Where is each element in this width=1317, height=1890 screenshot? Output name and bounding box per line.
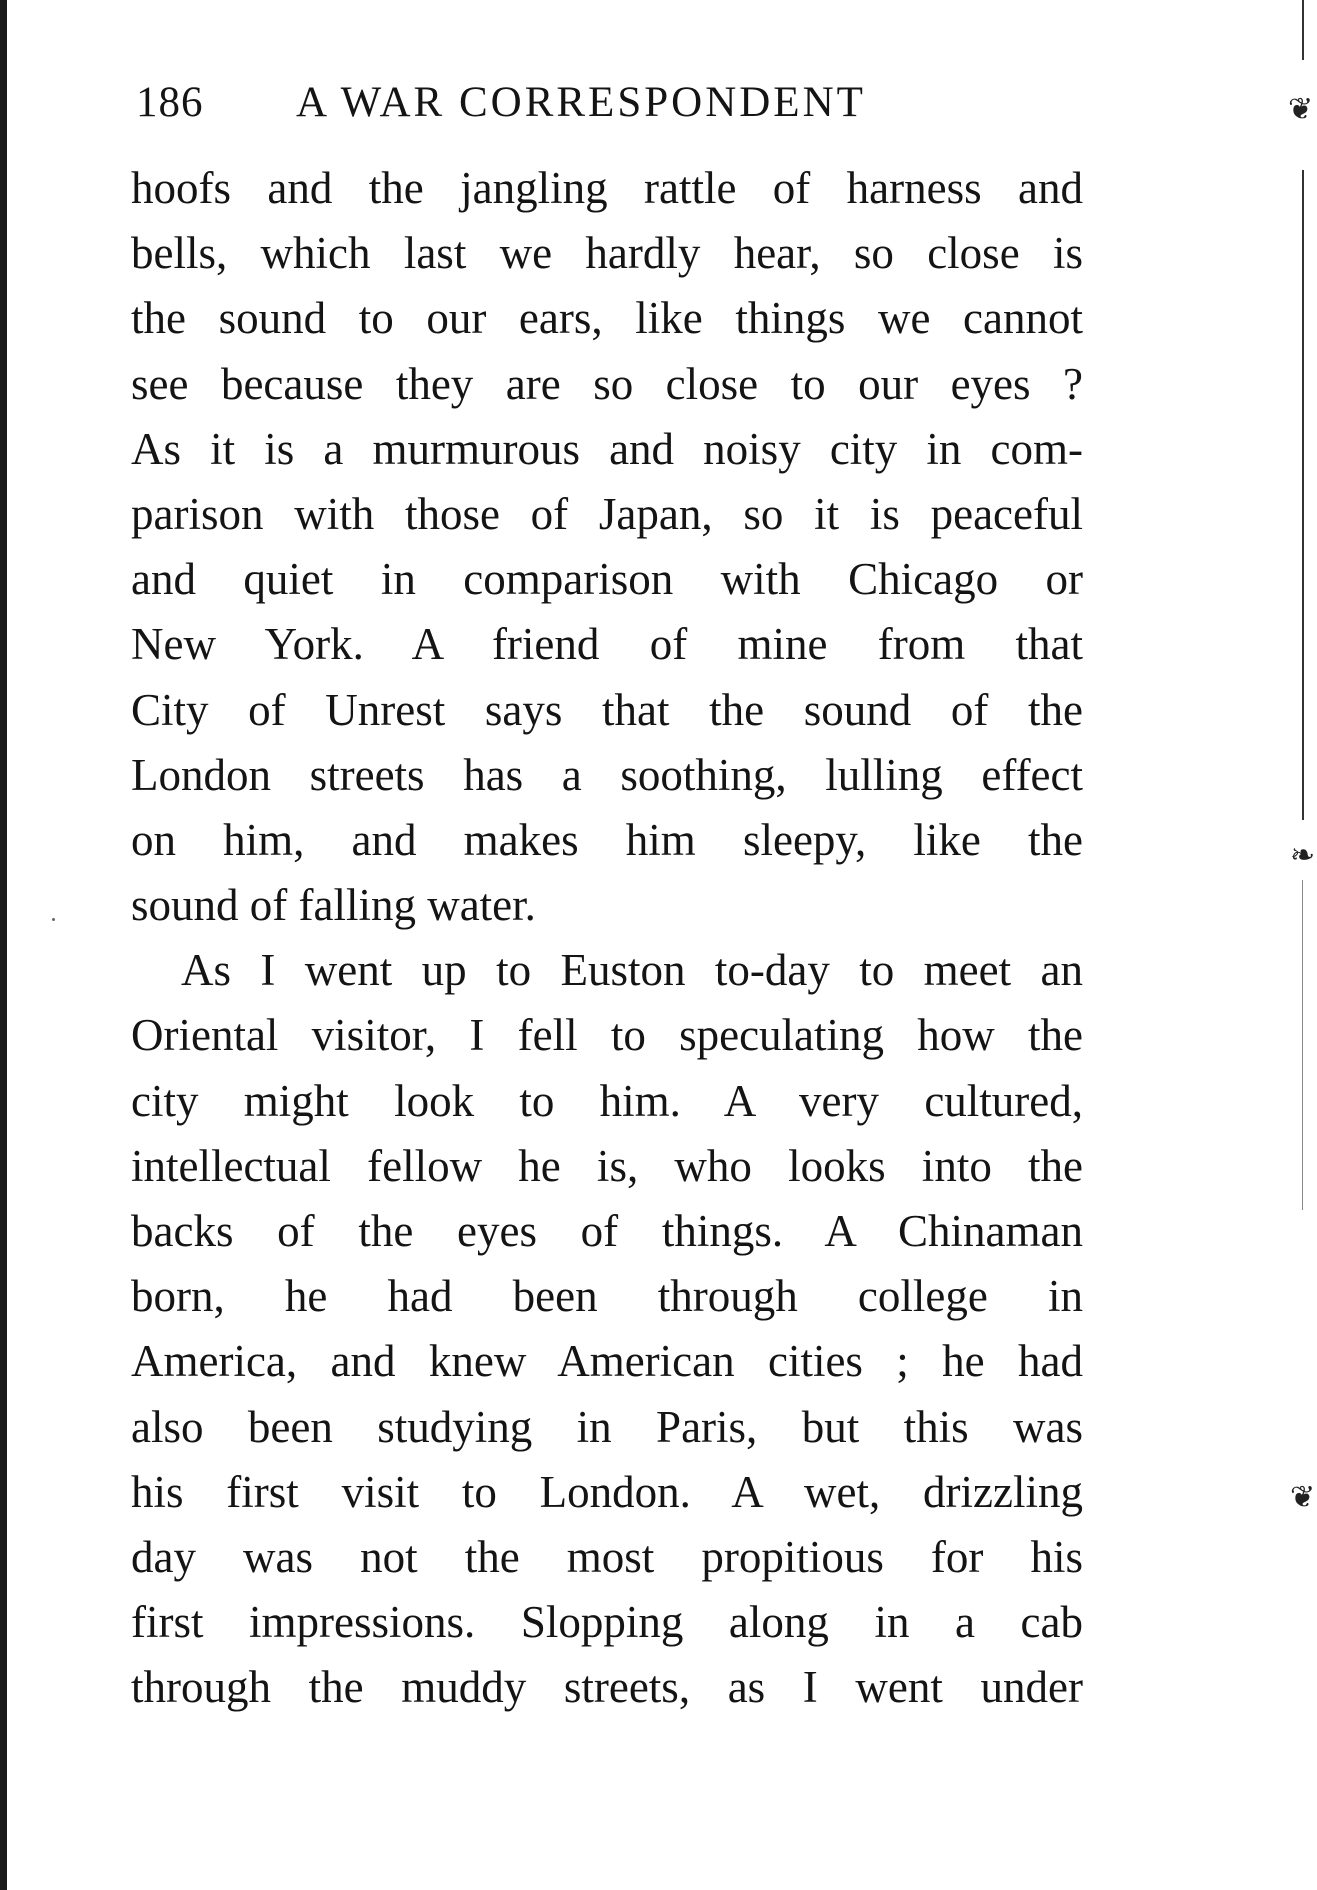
text-line: parison with those of Japan, so it is peaceful (131, 488, 1083, 539)
text-line: and quiet in comparison with Chicago or (131, 554, 1083, 605)
text-line: As I went up to Euston to-day to meet an (181, 945, 1083, 996)
body-text (131, 156, 1083, 1721)
text-line: New York. A friend of mine from that (131, 619, 1083, 670)
scan-speck (52, 918, 55, 921)
text-line: hoofs and the jangling rattle of harness and (131, 163, 1083, 213)
text-line: through the muddy streets, as I went under (131, 1662, 1083, 1713)
text-line: the sound to our ears, like things we cannot (131, 293, 1083, 344)
text-line: sound of falling water. (131, 880, 536, 931)
ornament-mark-icon: ❧ (1290, 838, 1316, 873)
text-line: intellectual fellow he is, who looks into the (131, 1140, 1083, 1191)
text-line: bells, which last we hardly hear, so close is (131, 228, 1083, 279)
text-line: day was not the most propitious for his (131, 1531, 1083, 1582)
ornament-mark-icon: ❦ (1288, 92, 1314, 127)
text-line: backs of the eyes of things. A Chinaman (131, 1206, 1083, 1256)
scan-edge-rule (1302, 0, 1304, 60)
text-line: his first visit to London. A wet, drizzling (131, 1466, 1083, 1517)
text-line: America, and knew American cities ; he had (131, 1336, 1083, 1387)
page-number: 186 (136, 79, 204, 126)
paragraph-1 (131, 156, 1083, 938)
text-line: Oriental visitor, I fell to speculating how the (131, 1010, 1083, 1061)
text-line: city might look to him. A very cultured, (131, 1075, 1083, 1126)
running-head: A WAR CORRESPONDENT (296, 79, 866, 126)
scan-edge-rule (1302, 880, 1303, 1210)
text-line: born, he had been through college in (131, 1271, 1083, 1322)
text-line: first impressions. Slopping along in a cab (131, 1597, 1083, 1648)
text-line: London streets has a soothing, lulling effect (131, 749, 1083, 800)
page-header (136, 78, 936, 138)
text-line: also been studying in Paris, but this was (131, 1401, 1083, 1452)
text-line: As it is a murmurous and noisy city in com- (131, 423, 1083, 474)
text-line: City of Unrest says that the sound of the (131, 684, 1083, 735)
text-line: see because they are so close to our eyes ? (131, 358, 1083, 409)
text-line: on him, and makes him sleepy, like the (131, 814, 1083, 865)
scan-edge-rule (1302, 170, 1304, 820)
paragraph-2 (131, 938, 1083, 1720)
binding-edge (0, 0, 7, 1890)
ornament-mark-icon: ❦ (1290, 1480, 1316, 1515)
